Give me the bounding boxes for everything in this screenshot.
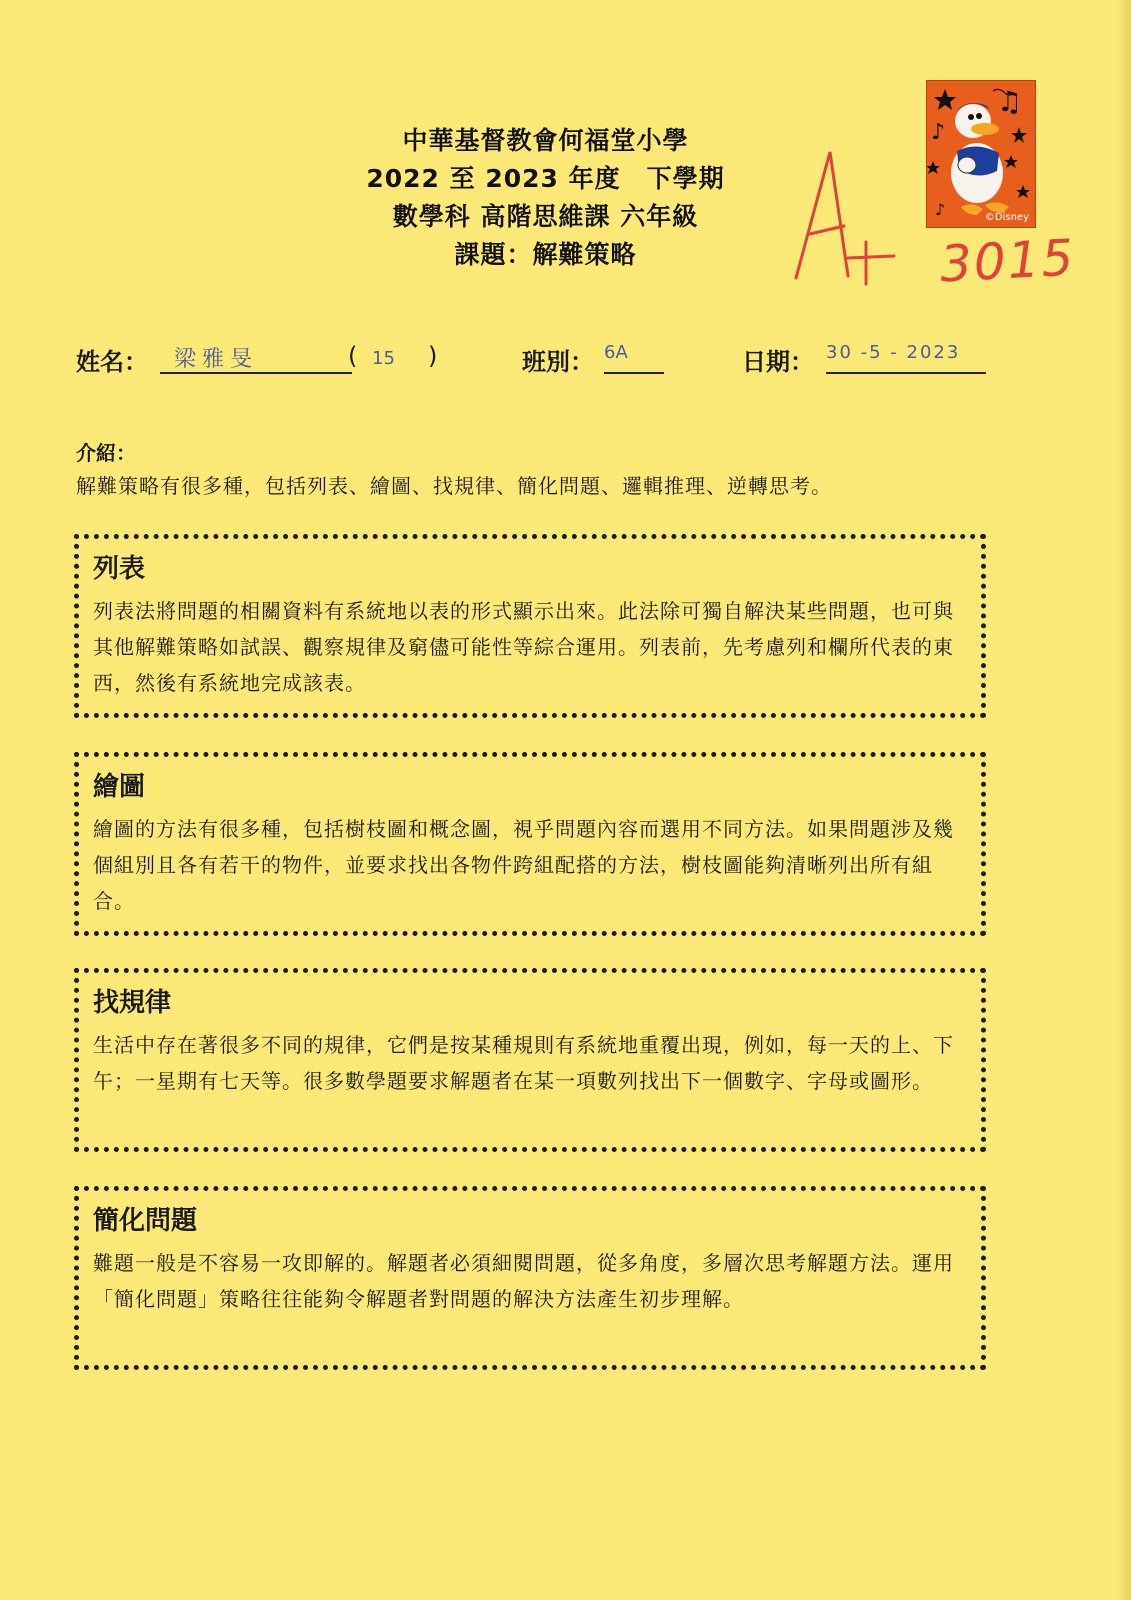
sticker-illustration [927,81,1035,227]
section-title: 列表 [93,554,146,584]
number-close: ) [428,342,438,370]
name-label: 姓名： [76,348,148,376]
topic-line: 課題：解難策略 [454,240,637,269]
student-info-row [76,342,996,382]
school-name: 中華基督教會何福堂小學 [402,126,689,155]
section-drawing [74,752,986,936]
svg-text:♪: ♪ [935,200,946,219]
section-body: 生活中存在著很多不同的規律，它們是按某種規則有系統地重覆出現，例如，每一天的上、下午；一星期有七天等。很多數學題要求解題者在某一項數列找出下一個數字、字母或圖形。 [93,1033,954,1093]
subject-line: 數學科 高階思維課 六年級 [392,202,699,231]
section-patterns [74,968,986,1152]
section-body: 繪圖的方法有很多種，包括樹枝圖和概念圖，視乎問題內容而選用不同方法。如果問題涉及幾個組別且各有若干的物件，並要求找出各物件跨組配搭的方法，樹枝圖能夠清晰列出所有組合。 [93,817,954,913]
section-simplify [74,1186,986,1370]
svg-text:♫: ♫ [997,85,1023,118]
section-table [74,534,986,718]
section-title: 繪圖 [93,772,146,802]
date-field[interactable]: 30 -5 - 2023 [826,342,986,374]
score-mark: 3015 [938,228,1077,294]
section-title: 簡化問題 [93,1206,198,1236]
number-open: ( [348,342,358,370]
number-field[interactable]: 15 [372,348,395,369]
intro-label: 介紹： [76,441,136,465]
academic-year: 2022 至 2023 年度 下學期 [366,164,725,193]
grade-mark [790,150,930,290]
class-field[interactable]: 6A [604,342,664,374]
name-field[interactable]: 梁雅旻 [160,342,352,374]
sticker-copyright: ©Disney [984,212,1029,223]
section-body: 列表法將問題的相關資料有系統地以表的形式顯示出來。此法除可獨自解決某些問題，也可與其他解難策略如試誤、觀察規律及窮儘可能性等綜合運用。列表前，先考慮列和欄所代表的東西，然後有系統地完成該表。 [93,599,954,695]
intro-text: 解難策略有很多種，包括列表、繪圖、找規律、簡化問題、邏輯推理、逆轉思考。 [76,474,832,498]
section-title: 找規律 [93,988,172,1018]
date-label: 日期： [742,348,814,376]
donald-duck-sticker [926,80,1036,228]
svg-text:♪: ♪ [931,120,946,145]
section-body: 難題一般是不容易一攻即解的。解題者必須細閱問題，從多角度，多層次思考解題方法。運用「簡化問題」策略往往能夠令解題者對問題的解決方法產生初步理解。 [93,1251,954,1311]
class-label: 班別： [522,348,594,376]
